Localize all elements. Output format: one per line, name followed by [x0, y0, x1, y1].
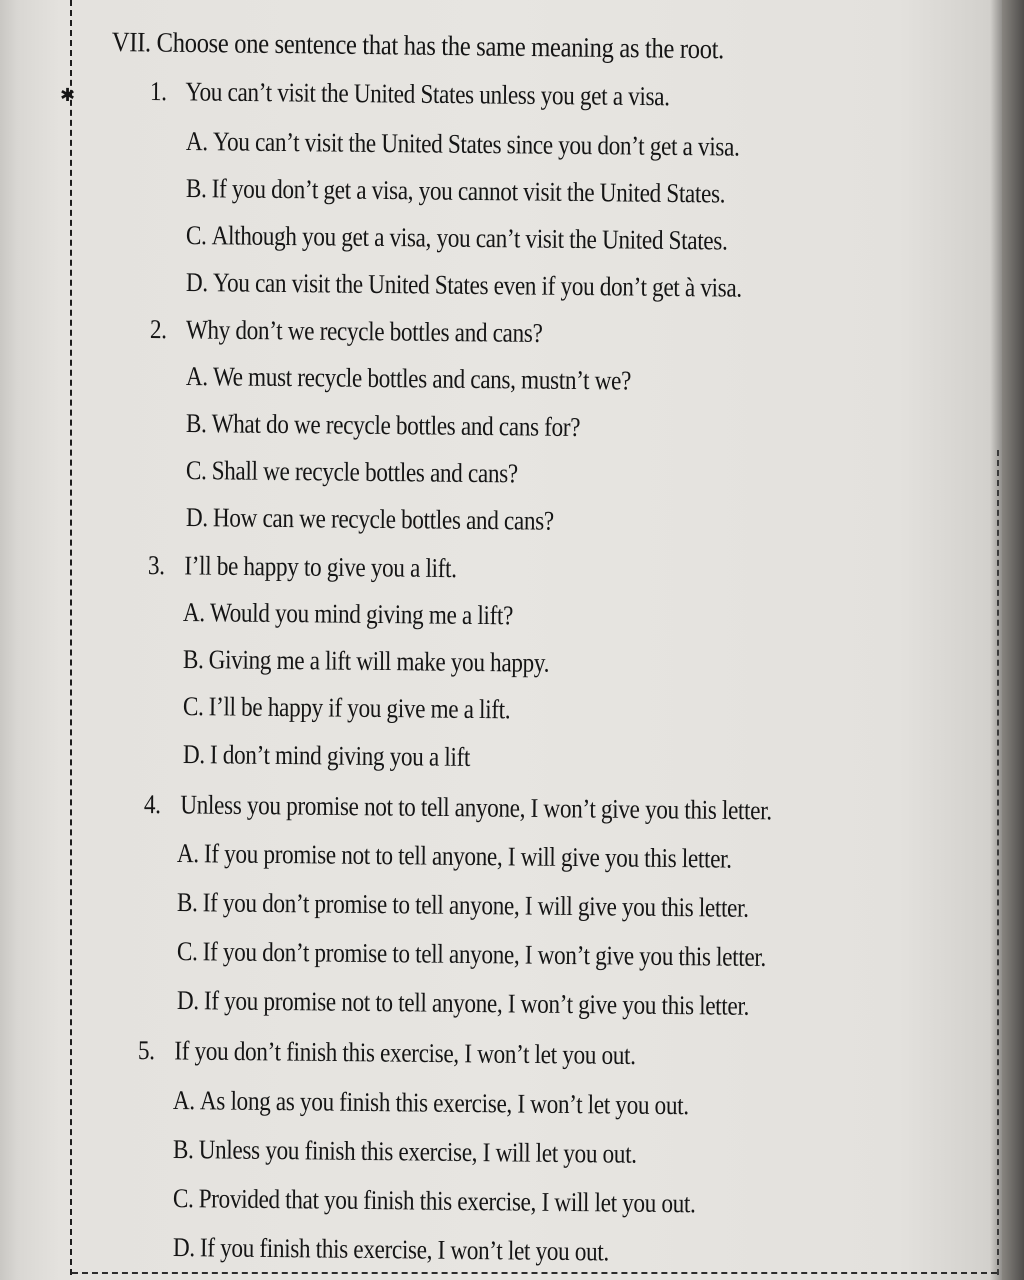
question-3 [148, 550, 457, 583]
margin-mark-icon: ✱ [60, 85, 76, 105]
option-text: If you don’t get a visa, you cannot visit the United States. [211, 173, 726, 209]
option-letter: B. [185, 173, 207, 204]
question-4-option-b [177, 887, 749, 923]
option-text: How can we recycle bottles and cans? [212, 502, 554, 536]
question-3-option-a [183, 597, 513, 630]
question-1-option-c [186, 220, 728, 255]
option-text: Shall we recycle bottles and cans? [211, 455, 518, 489]
question-5-option-b [173, 1134, 637, 1169]
option-text: What do we recycle bottles and cans for? [211, 408, 581, 443]
option-letter: D. [185, 267, 208, 298]
option-letter: D. [176, 985, 199, 1016]
question-1-option-d [186, 267, 742, 303]
option-letter: A. [185, 126, 208, 157]
option-text: If you promise not to tell anyone, I will give you this letter. [203, 838, 732, 874]
option-letter: C. [182, 691, 204, 722]
question-number: 5. [137, 1035, 155, 1066]
option-letter: B. [176, 887, 198, 918]
option-letter: A. [176, 838, 199, 869]
section-title: VII. Choose one sentence that has the same meaning as the root. [111, 27, 725, 66]
option-text: Unless you finish this exercise, I will let you out. [198, 1134, 637, 1169]
option-letter: A. [182, 597, 205, 628]
option-letter: D. [172, 1232, 195, 1263]
option-text: If you don’t promise to tell anyone, I will give you this letter. [202, 887, 749, 923]
option-text: As long as you finish this exercise, I won’t let you out. [199, 1085, 689, 1121]
question-5-option-c [173, 1183, 696, 1218]
option-text: If you promise not to tell anyone, I won’t give you this letter. [203, 985, 750, 1021]
option-letter: B. [182, 644, 204, 675]
question-3-option-b [183, 644, 549, 678]
option-letter: C. [185, 220, 207, 251]
question-5-option-d [173, 1232, 609, 1266]
question-4-option-c [177, 936, 766, 972]
option-text: You can visit the United States even if you don’t get à visa. [212, 267, 742, 303]
question-text: You can’t visit the United States unless you get a visa. [185, 76, 670, 112]
question-1-option-a [186, 126, 740, 162]
question-2 [150, 314, 543, 348]
question-4 [144, 789, 772, 825]
option-text: If you don’t promise to tell anyone, I won’t give you this letter. [202, 936, 767, 972]
question-2-option-a [186, 361, 631, 396]
question-3-option-d [183, 739, 470, 772]
question-4-option-a [177, 838, 732, 874]
option-letter: A. [185, 361, 208, 392]
option-letter: B. [185, 408, 207, 439]
option-letter: D. [185, 502, 208, 533]
option-letter: B. [172, 1134, 194, 1165]
question-2-option-b [186, 408, 581, 442]
question-number: 4. [143, 789, 161, 820]
question-number: 3. [147, 550, 165, 581]
option-text: Provided that you finish this exercise, I will let you out. [198, 1183, 696, 1219]
question-text: I’ll be happy to give you a lift. [184, 550, 457, 584]
question-4-option-d [177, 985, 749, 1021]
question-5-option-a [173, 1085, 689, 1120]
option-letter: C. [185, 455, 207, 486]
question-number: 1. [149, 76, 167, 107]
option-text: We must recycle bottles and cans, mustn’t we? [212, 361, 632, 396]
option-letter: C. [172, 1183, 194, 1214]
question-text: Unless you promise not to tell anyone, I won’t give you this letter. [180, 789, 772, 826]
question-2-option-c [186, 455, 518, 488]
question-number: 2. [149, 314, 167, 345]
option-letter: D. [182, 739, 205, 770]
option-text: Although you get a visa, you can’t visit the United States. [211, 220, 728, 256]
question-5 [138, 1035, 636, 1070]
question-3-option-c [183, 691, 511, 724]
option-text: If you finish this exercise, I won’t let you out. [199, 1232, 610, 1267]
question-2-option-d [186, 502, 554, 536]
question-1 [150, 76, 670, 111]
option-letter: C. [176, 936, 198, 967]
option-text: I don’t mind giving you a lift [209, 739, 471, 772]
option-text: Giving me a lift will make you happy. [208, 644, 550, 678]
question-1-option-b [186, 173, 726, 208]
question-text: Why don’t we recycle bottles and cans? [185, 314, 543, 348]
option-text: I’ll be happy if you give me a lift. [208, 691, 511, 725]
option-letter: A. [172, 1085, 195, 1116]
option-text: Would you mind giving me a lift? [209, 597, 514, 631]
option-text: You can’t visit the United States since you don’t get a visa. [212, 126, 740, 162]
question-text: If you don’t finish this exercise, I won’t let you out. [174, 1035, 636, 1071]
